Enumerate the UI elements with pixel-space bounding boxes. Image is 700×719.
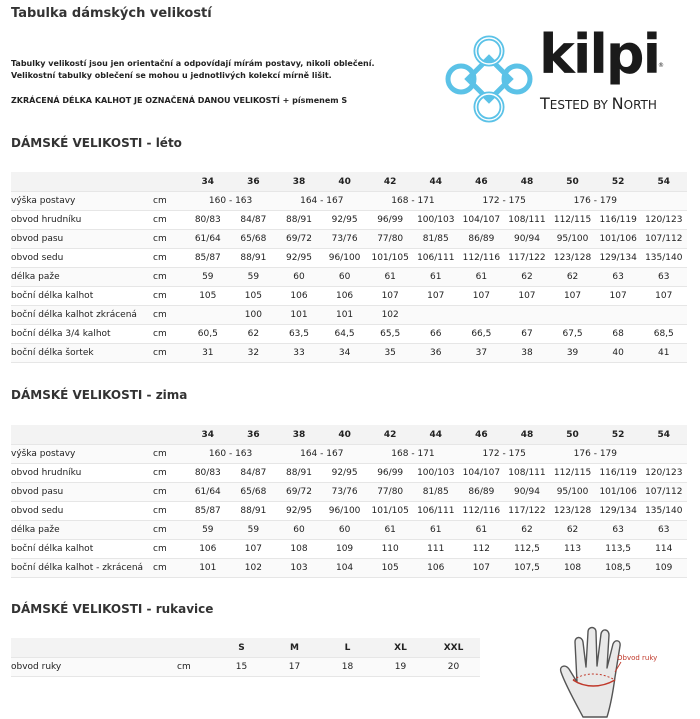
table-header-row [11,172,687,192]
value-cell: 100 [231,306,277,325]
value-cell: 120/123 [641,211,687,230]
value-cell: 108/111 [504,464,550,483]
value-cell: 107 [367,287,413,306]
table-row [11,287,687,306]
size-header: 44 [413,425,459,445]
table-header-row [11,425,687,445]
value-cell: 59 [185,521,231,540]
size-header: 40 [322,425,368,445]
size-header: 44 [413,172,459,192]
row-label: obvod ruky [11,658,177,677]
value-cell: 104/107 [459,464,505,483]
value-cell: 20 [427,658,480,677]
value-cell: 129/134 [595,249,641,268]
table-row [11,211,687,230]
value-cell: 61 [459,521,505,540]
value-cell: 61 [413,521,459,540]
value-cell: 100/103 [413,464,459,483]
value-cell: 104/107 [459,211,505,230]
value-cell: 84/87 [231,464,277,483]
value-cell: 35 [367,344,413,363]
value-cell: 69/72 [276,230,322,249]
value-cell: 107/112 [641,483,687,502]
table-row [11,325,687,344]
gloves-heading: DÁMSKÉ VELIKOSTI - rukavice [11,602,214,616]
value-cell: 65/68 [231,230,277,249]
value-cell: 36 [413,344,459,363]
row-label: obvod hrudníku [11,464,153,483]
summer-heading: DÁMSKÉ VELIKOSTI - léto [11,136,182,150]
row-label: boční délka kalhot [11,287,153,306]
note-1: Tabulky velikostí jsou jen orientační a odpovídají mírám postavy, nikoli oblečení. [11,59,375,68]
value-cell: 81/85 [413,230,459,249]
size-header: 38 [276,425,322,445]
value-cell: 59 [231,268,277,287]
value-cell: 107 [595,287,641,306]
value-cell: 40 [595,344,641,363]
value-cell: 117/122 [504,249,550,268]
value-cell: 61/64 [185,230,231,249]
table-header-row [11,638,480,658]
table-row [11,249,687,268]
glove-icon [555,622,665,719]
table-row [11,502,687,521]
value-cell: 107 [231,540,277,559]
value-cell: 73/76 [322,483,368,502]
value-cell: 65,5 [367,325,413,344]
table-row [11,540,687,559]
unit-cell: cm [153,521,185,540]
row-label: výška postavy [11,445,153,464]
glove-measure-label: Obvod ruky [617,654,658,662]
value-cell: 105 [185,287,231,306]
value-cell: 105 [367,559,413,578]
value-cell: 92/95 [322,211,368,230]
value-cell: 112/115 [550,464,596,483]
value-cell: 110 [367,540,413,559]
size-header: 54 [641,425,687,445]
table-row [11,192,687,211]
value-cell: 92/95 [322,464,368,483]
value-cell: 101/106 [595,230,641,249]
value-cell [185,306,231,325]
value-cell: 88/91 [231,249,277,268]
row-label: obvod hrudníku [11,211,153,230]
header-empty [177,638,215,658]
unit-cell: cm [153,230,185,249]
value-cell: 101 [185,559,231,578]
value-cell: 117/122 [504,502,550,521]
value-cell: 106/111 [413,249,459,268]
value-cell: 129/134 [595,502,641,521]
value-cell: 80/83 [185,211,231,230]
value-cell: 66,5 [459,325,505,344]
height-range-cell: 176 - 179 [550,445,641,464]
height-range-cell: 176 - 179 [550,192,641,211]
value-cell: 90/94 [504,230,550,249]
row-label: boční délka kalhot - zkrácená [11,559,153,578]
value-cell: 106 [322,287,368,306]
value-cell: 86/89 [459,483,505,502]
value-cell: 84/87 [231,211,277,230]
header-empty [153,425,185,445]
value-cell: 31 [185,344,231,363]
size-header: 34 [185,425,231,445]
empty-cell [641,192,687,211]
size-header: 42 [367,172,413,192]
value-cell: 114 [641,540,687,559]
header-empty [11,172,153,192]
row-label: výška postavy [11,192,153,211]
value-cell: 107,5 [504,559,550,578]
size-header: 46 [459,425,505,445]
winter-size-table [11,425,687,578]
header-empty [153,172,185,192]
value-cell: 109 [322,540,368,559]
value-cell: 17 [268,658,321,677]
unit-cell: cm [153,445,185,464]
height-range-cell: 160 - 163 [185,192,276,211]
height-range-cell: 160 - 163 [185,445,276,464]
header-empty [11,638,177,658]
value-cell: 116/119 [595,464,641,483]
table-row [11,464,687,483]
unit-cell: cm [153,559,185,578]
value-cell: 38 [504,344,550,363]
value-cell: 92/95 [276,502,322,521]
value-cell: 106 [276,287,322,306]
size-header: 50 [550,425,596,445]
value-cell [595,306,641,325]
value-cell: 77/80 [367,483,413,502]
value-cell: 69/72 [276,483,322,502]
value-cell: 85/87 [185,502,231,521]
size-header: 52 [595,425,641,445]
row-label: boční délka šortek [11,344,153,363]
value-cell: 107 [459,287,505,306]
unit-cell: cm [153,249,185,268]
unit-cell: cm [153,192,185,211]
value-cell: 88/91 [276,464,322,483]
gloves-size-table [11,638,480,677]
unit-cell: cm [153,464,185,483]
value-cell: 107 [641,287,687,306]
value-cell: 108/111 [504,211,550,230]
value-cell: 102 [231,559,277,578]
value-cell: 68,5 [641,325,687,344]
header-empty [11,425,153,445]
size-header: 38 [276,172,322,192]
value-cell: 62 [550,521,596,540]
unit-cell: cm [177,658,215,677]
value-cell: 90/94 [504,483,550,502]
glove-size-header: M [268,638,321,658]
value-cell: 63 [595,521,641,540]
value-cell: 88/91 [231,502,277,521]
value-cell: 62 [231,325,277,344]
unit-cell: cm [153,502,185,521]
value-cell: 60 [322,268,368,287]
value-cell: 92/95 [276,249,322,268]
size-header: 48 [504,425,550,445]
unit-cell: cm [153,268,185,287]
value-cell: 66 [413,325,459,344]
size-header: 36 [231,172,277,192]
row-label: délka paže [11,268,153,287]
table-row [11,521,687,540]
value-cell: 107 [504,287,550,306]
value-cell: 96/99 [367,211,413,230]
value-cell [413,306,459,325]
value-cell: 100/103 [413,211,459,230]
glove-size-header: L [321,638,374,658]
table-row [11,268,687,287]
value-cell: 96/100 [322,502,368,521]
value-cell: 73/76 [322,230,368,249]
size-header: 54 [641,172,687,192]
value-cell: 101/105 [367,249,413,268]
value-cell: 68 [595,325,641,344]
size-header: 36 [231,425,277,445]
value-cell: 15 [215,658,268,677]
value-cell: 61 [413,268,459,287]
unit-cell: cm [153,344,185,363]
kilpi-logo [443,23,683,123]
value-cell: 123/128 [550,502,596,521]
value-cell: 67,5 [550,325,596,344]
value-cell: 61/64 [185,483,231,502]
value-cell: 108,5 [595,559,641,578]
height-range-cell: 164 - 167 [276,192,367,211]
value-cell: 85/87 [185,249,231,268]
value-cell: 63 [641,268,687,287]
value-cell: 63 [595,268,641,287]
table-row [11,658,480,677]
brand-name: kilpi [539,23,660,86]
value-cell: 101/106 [595,483,641,502]
value-cell: 106/111 [413,502,459,521]
winter-heading: DÁMSKÉ VELIKOSTI - zima [11,388,188,402]
value-cell: 18 [321,658,374,677]
value-cell: 101/105 [367,502,413,521]
value-cell: 101 [276,306,322,325]
value-cell: 34 [322,344,368,363]
unit-cell: cm [153,325,185,344]
height-range-cell: 164 - 167 [276,445,367,464]
value-cell: 96/100 [322,249,368,268]
unit-cell: cm [153,540,185,559]
value-cell: 62 [550,268,596,287]
value-cell: 113,5 [595,540,641,559]
value-cell: 120/123 [641,464,687,483]
value-cell: 59 [185,268,231,287]
size-header: 50 [550,172,596,192]
value-cell [459,306,505,325]
value-cell: 113 [550,540,596,559]
glove-size-header: XXL [427,638,480,658]
value-cell: 106 [185,540,231,559]
value-cell: 81/85 [413,483,459,502]
value-cell: 107/112 [641,230,687,249]
value-cell: 112/115 [550,211,596,230]
value-cell: 60 [322,521,368,540]
value-cell: 109 [641,559,687,578]
value-cell [641,306,687,325]
brand-reg: ® [658,62,664,69]
value-cell: 111 [413,540,459,559]
value-cell: 65/68 [231,483,277,502]
value-cell: 59 [231,521,277,540]
value-cell: 95/100 [550,230,596,249]
value-cell: 61 [459,268,505,287]
unit-cell: cm [153,287,185,306]
size-header: 46 [459,172,505,192]
unit-cell: cm [153,211,185,230]
row-label: obvod sedu [11,502,153,521]
value-cell: 104 [322,559,368,578]
row-label: boční délka kalhot [11,540,153,559]
value-cell: 86/89 [459,230,505,249]
value-cell: 108 [276,540,322,559]
value-cell: 116/119 [595,211,641,230]
value-cell: 77/80 [367,230,413,249]
value-cell: 62 [504,268,550,287]
glove-size-header: XL [374,638,427,658]
value-cell: 107 [550,287,596,306]
value-cell: 80/83 [185,464,231,483]
table-row [11,483,687,502]
size-header: 48 [504,172,550,192]
table-row [11,344,687,363]
row-label: obvod pasu [11,483,153,502]
height-range-cell: 168 - 171 [367,445,458,464]
value-cell: 135/140 [641,249,687,268]
value-cell: 67 [504,325,550,344]
value-cell: 33 [276,344,322,363]
knot-icon [443,33,535,125]
value-cell: 103 [276,559,322,578]
value-cell: 135/140 [641,502,687,521]
value-cell: 107 [413,287,459,306]
value-cell: 102 [367,306,413,325]
value-cell: 60 [276,268,322,287]
row-label: obvod pasu [11,230,153,249]
value-cell: 105 [231,287,277,306]
value-cell: 123/128 [550,249,596,268]
value-cell: 112/116 [459,249,505,268]
summer-size-table [11,172,687,363]
size-header: 52 [595,172,641,192]
row-label: boční délka kalhot zkrácená [11,306,153,325]
value-cell: 112/116 [459,502,505,521]
value-cell [550,306,596,325]
size-header: 34 [185,172,231,192]
value-cell: 32 [231,344,277,363]
value-cell: 63,5 [276,325,322,344]
value-cell: 95/100 [550,483,596,502]
value-cell: 60 [276,521,322,540]
note-2: Velikostní tabulky oblečení se mohou u jednotlivých kolekcí mírně lišit. [11,71,332,80]
brand-tagline: TESTED BY NORTH [540,94,657,113]
empty-cell [641,445,687,464]
value-cell: 41 [641,344,687,363]
size-header: 40 [322,172,368,192]
value-cell: 63 [641,521,687,540]
table-row [11,559,687,578]
page-title: Tabulka dámských velikostí [11,6,212,21]
unit-cell: cm [153,483,185,502]
value-cell: 62 [504,521,550,540]
value-cell: 112,5 [504,540,550,559]
value-cell: 60,5 [185,325,231,344]
row-label: boční délka 3/4 kalhot [11,325,153,344]
glove-size-header: S [215,638,268,658]
table-row [11,306,687,325]
height-range-cell: 168 - 171 [367,192,458,211]
row-label: délka paže [11,521,153,540]
note-3: ZKRÁCENÁ DÉLKA KALHOT JE OZNAČENÁ DANOU VELIKOSTÍ + písmenem S [11,96,348,105]
value-cell: 39 [550,344,596,363]
value-cell: 64,5 [322,325,368,344]
value-cell: 108 [550,559,596,578]
table-row [11,230,687,249]
unit-cell: cm [153,306,185,325]
value-cell: 88/91 [276,211,322,230]
height-range-cell: 172 - 175 [459,445,550,464]
value-cell: 37 [459,344,505,363]
size-header: 42 [367,425,413,445]
value-cell: 112 [459,540,505,559]
height-range-cell: 172 - 175 [459,192,550,211]
value-cell: 106 [413,559,459,578]
table-row [11,445,687,464]
value-cell: 107 [459,559,505,578]
value-cell: 96/99 [367,464,413,483]
value-cell [504,306,550,325]
row-label: obvod sedu [11,249,153,268]
value-cell: 101 [322,306,368,325]
value-cell: 61 [367,521,413,540]
value-cell: 19 [374,658,427,677]
value-cell: 61 [367,268,413,287]
